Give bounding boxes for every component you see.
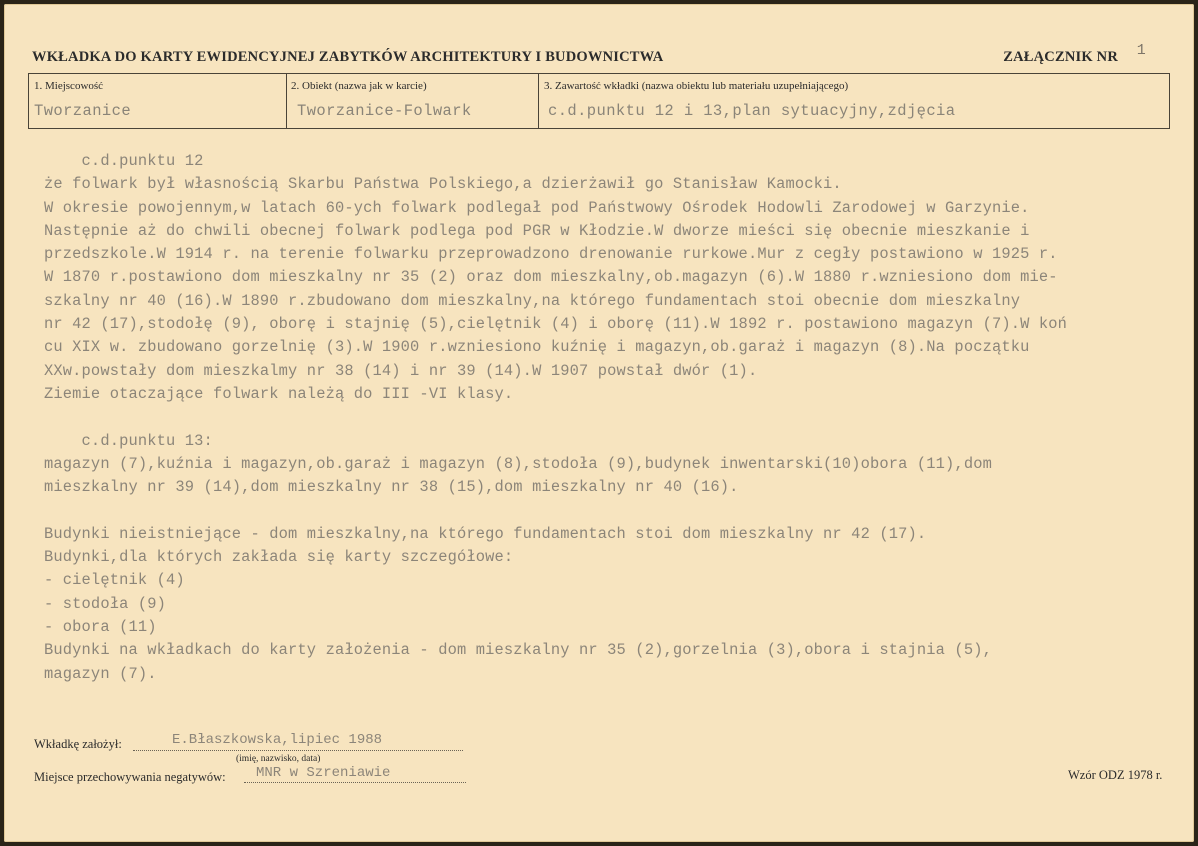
body-line: - stodoła (9) <box>44 594 167 613</box>
body-line: że folwark był własnością Skarbu Państwa Polskiego,a dzierżawił go Stanisław Kamocki. <box>44 175 842 194</box>
body-line <box>44 406 1154 429</box>
attachment-number: 1 <box>1136 42 1146 59</box>
body-line: c.d.punktu 12 <box>44 152 204 170</box>
negatives-value: MNR w Szreniawie <box>256 765 391 781</box>
body-text <box>44 150 1154 686</box>
object-value: Tworzanice-Folwark <box>297 102 472 120</box>
body-line: XXw.powstały dom mieszkalmy nr 38 (14) i nr 39 (14).W 1907 powstał dwór (1). <box>44 361 758 380</box>
body-line: c.d.punktu 13: <box>44 431 213 450</box>
body-line: mieszkalny nr 39 (14),dom mieszkalny nr 38 (15),dom mieszkalny nr 40 (16). <box>44 478 739 497</box>
attachment-label: ZAŁĄCZNIK NR <box>1003 49 1118 65</box>
fields-divider-2 <box>538 73 539 129</box>
body-line: - obora (11) <box>44 617 157 636</box>
created-by-dotted-line <box>133 750 463 751</box>
body-line: - cielętnik (4) <box>44 571 185 590</box>
body-line: Ziemie otaczające folwark należą do III -VI klasy. <box>44 384 514 403</box>
body-line <box>44 499 1154 522</box>
contents-value: c.d.punktu 12 i 13,plan sytuacyjny,zdjęcia <box>548 102 956 120</box>
created-by-value: E.Błaszkowska,lipiec 1988 <box>172 732 383 748</box>
form-model: Wzór ODZ 1978 r. <box>1068 768 1163 782</box>
header-rule <box>28 73 1170 74</box>
body-line: cu XIX w. zbudowano gorzelnię (3).W 1900 r.wzniesiono kuźnię i magazyn,ob.garaż i magazyn (8).Na początku <box>44 338 1030 357</box>
body-line: magazyn (7). <box>44 664 157 683</box>
fields-bottom-rule <box>28 128 1170 129</box>
body-line: W 1870 r.postawiono dom mieszkalny nr 35 (2) oraz dom mieszkalny,ob.magazyn (6).W 1880 r.wzniesiono dom mie- <box>44 268 1058 287</box>
body-line: szkalny nr 40 (16).W 1890 r.zbudowano dom mieszkalny,na którego fundamentach stoi obecnie dom mieszkalny <box>44 291 1021 310</box>
body-line: Następnie aż do chwili obecnej folwark podlega pod PGR w Kłodzie.W dworze mieści się obecnie mieszkanie i <box>44 221 1030 240</box>
fields-left-border <box>28 73 29 129</box>
contents-label: 3. Zawartość wkładki (nazwa obiektu lub materiału uzupełniającego) <box>544 80 849 92</box>
locality-value: Tworzanice <box>34 102 132 120</box>
body-line: nr 42 (17),stodołę (9), oborę i stajnię (5),cielętnik (4) i oborę (11).W 1892 r. postawiono magazyn (7).W koń <box>44 315 1068 334</box>
body-line: przedszkole.W 1914 r. na terenie folwarku przeprowadzono drenowanie rurkowe.Mur z cegły postawiono w 1925 r. <box>44 245 1058 264</box>
fields-right-border <box>1169 73 1170 129</box>
negatives-label: Miejsce przechowywania negatywów: <box>34 770 226 784</box>
form-title: WKŁADKA DO KARTY EWIDENCYJNEJ ZABYTKÓW ARCHITEKTURY I BUDOWNICTWA <box>32 49 664 65</box>
body-line: Budynki nieistniejące - dom mieszkalny,na którego fundamentach stoi dom mieszkalny nr 42 (17). <box>44 524 927 543</box>
locality-label: 1. Miejscowość <box>34 80 104 92</box>
body-line: W okresie powojennym,w latach 60-ych folwark podlegał pod Państwowy Ośrodek Hodowli Zarodowej w Garzynie. <box>44 198 1030 217</box>
body-line: magazyn (7),kuźnia i magazyn,ob.garaż i magazyn (8),stodoła (9),budynek inwentarski(10)obora (11),dom <box>44 454 992 473</box>
created-by-hint: (imię, nazwisko, data) <box>236 754 321 764</box>
fields-divider-1 <box>286 73 287 129</box>
body-line: Budynki,dla których zakłada się karty szczegółowe: <box>44 548 514 567</box>
negatives-dotted-line <box>244 782 466 783</box>
created-by-label: Wkładkę założył: <box>34 737 122 751</box>
object-label: 2. Obiekt (nazwa jak w karcie) <box>291 80 427 92</box>
body-line: Budynki na wkładkach do karty założenia - dom mieszkalny nr 35 (2),gorzelnia (3),obora i stajnia (5), <box>44 641 992 660</box>
